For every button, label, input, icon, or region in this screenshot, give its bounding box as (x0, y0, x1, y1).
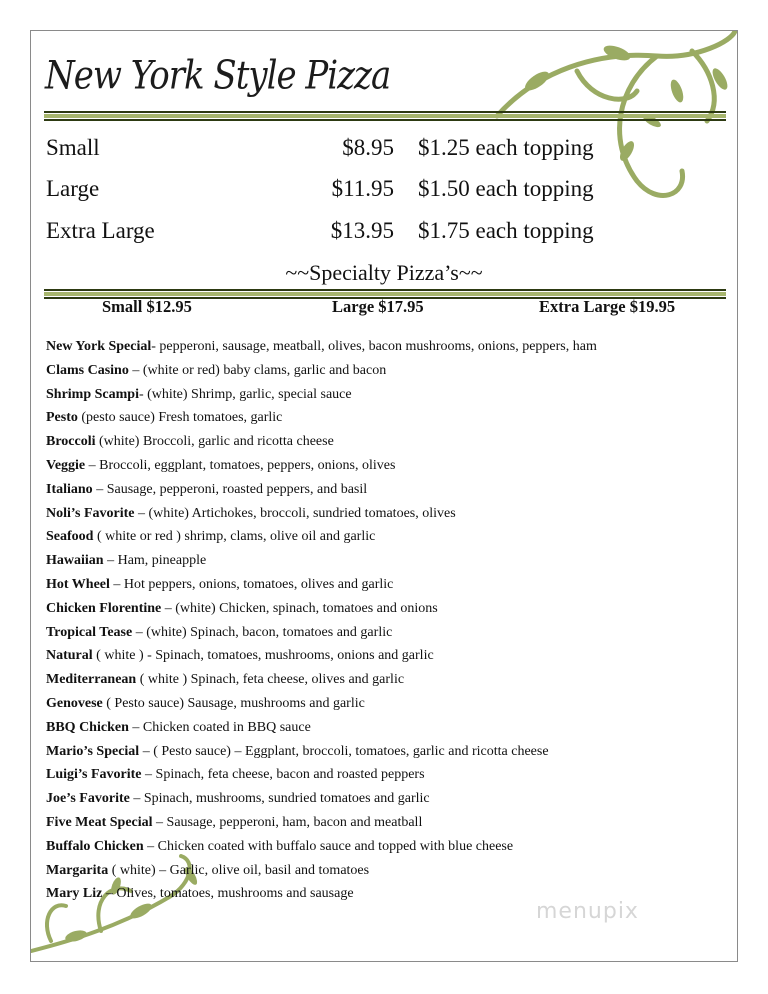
pizza-name: Shrimp Scampi (46, 386, 139, 402)
pizza-description: ( white or red ) shrimp, clams, olive oil and garlic (93, 529, 376, 545)
pizza-description: – Ham, pineapple (103, 553, 207, 569)
pizza-description: – (white or red) baby clams, garlic and bacon (128, 362, 387, 378)
pizza-name: Seafood (46, 529, 94, 545)
list-item (46, 502, 726, 526)
pizza-description: – ( Pesto sauce) – Eggplant, broccoli, tomatoes, garlic and ricotta cheese (139, 743, 549, 759)
size-price: $13.95 (330, 218, 394, 243)
pizza-description: – Hot peppers, onions, tomatoes, olives and garlic (109, 576, 394, 592)
pizza-description: – Sausage, pepperoni, ham, bacon and meatball (152, 814, 423, 830)
topping-price: $1.75 each topping (418, 218, 594, 243)
pizza-name: Tropical Tease (46, 624, 133, 640)
pizza-name: Italiano (46, 481, 93, 497)
pizza-name: Hot Wheel (46, 576, 110, 592)
pizza-description: ( Pesto sauce) Sausage, mushrooms and garlic (102, 695, 365, 711)
list-item (46, 430, 726, 454)
pizza-name: Mary Liz (46, 886, 103, 902)
pizza-name: Pesto (46, 410, 78, 426)
pizza-description: – Spinach, mushrooms, sundried tomatoes and garlic (129, 791, 430, 807)
pizza-description: – (white) Spinach, bacon, tomatoes and garlic (132, 624, 393, 640)
list-item (46, 335, 726, 359)
pizza-description: – Olives, tomatoes, mushrooms and sausage (102, 886, 354, 902)
specialty-heading: ~~Specialty Pizza’s~~ (285, 260, 483, 285)
pizza-name: Noli’s Favorite (46, 505, 135, 521)
pizza-name: Genovese (46, 695, 103, 711)
menu-page (30, 30, 738, 962)
watermark: menupix (536, 899, 639, 924)
list-item (46, 525, 726, 549)
list-item (46, 811, 726, 835)
list-item (46, 692, 726, 716)
list-item (46, 668, 726, 692)
topping-price: $1.50 each topping (418, 176, 594, 201)
size-name: Large (46, 176, 100, 201)
pizza-name: Mario’s Special (46, 743, 140, 759)
pizza-name: Chicken Florentine (46, 600, 162, 616)
list-item (46, 621, 726, 645)
list-item (46, 787, 726, 811)
pizza-description: – Chicken coated in BBQ sauce (128, 719, 311, 735)
pizza-description: ( white) – Garlic, olive oil, basil and tomatoes (108, 862, 370, 878)
pizza-name: Margarita (46, 862, 109, 878)
pizza-description: ( white ) - Spinach, tomatoes, mushrooms, onions and garlic (92, 648, 434, 664)
pizza-name: Luigi’s Favorite (46, 767, 142, 783)
pizza-name: Mediterranean (46, 672, 137, 688)
pizza-name: Veggie (46, 457, 86, 473)
divider (44, 111, 726, 121)
size-row-small (46, 135, 726, 165)
size-name: Small (46, 135, 100, 160)
pizza-description: – (white) Artichokes, broccoli, sundried tomatoes, olives (134, 505, 456, 521)
pizza-name: Clams Casino (46, 362, 129, 378)
list-item (46, 478, 726, 502)
pizza-name: Broccoli (46, 434, 96, 450)
list-item (46, 859, 726, 883)
pizza-name: Hawaiian (46, 553, 104, 569)
size-price: $8.95 (342, 135, 394, 160)
size-price: $11.95 (331, 176, 394, 201)
pizza-description: (white) Broccoli, garlic and ricotta cheese (95, 434, 334, 450)
size-name: Extra Large (46, 218, 155, 243)
pizza-description: – Sausage, pepperoni, roasted peppers, and basil (92, 481, 368, 497)
pizza-name: New York Special (46, 339, 152, 354)
pizza-name: BBQ Chicken (46, 719, 129, 735)
specialty-price-small: Small $12.95 (102, 297, 192, 316)
pizza-name: Five Meat Special (46, 814, 153, 830)
list-item (46, 359, 726, 383)
pizza-description: – Broccoli, eggplant, tomatoes, peppers, onions, olives (85, 457, 396, 473)
list-item (46, 716, 726, 740)
specialty-price-large: Large $17.95 (332, 297, 424, 316)
list-item (46, 573, 726, 597)
topping-price: $1.25 each topping (418, 135, 594, 160)
page-title: New York Style Pizza (45, 53, 391, 99)
pizza-description: – Chicken coated with buffalo sauce and topped with blue cheese (143, 838, 514, 854)
list-item (46, 763, 726, 787)
pizza-list (46, 335, 726, 906)
list-item (46, 644, 726, 668)
specialty-price-extra-large: Extra Large $19.95 (539, 297, 676, 316)
list-item (46, 835, 726, 859)
list-item (46, 383, 726, 407)
pizza-description: (pesto sauce) Fresh tomatoes, garlic (77, 410, 283, 426)
pizza-description: ( white ) Spinach, feta cheese, olives and garlic (136, 672, 405, 688)
size-row-large (46, 176, 726, 206)
pizza-description: - pepperoni, sausage, meatball, olives, bacon mushrooms, onions, peppers, ham (151, 339, 597, 354)
pizza-name: Buffalo Chicken (46, 838, 144, 854)
pizza-description: – Spinach, feta cheese, bacon and roasted peppers (141, 767, 425, 783)
list-item (46, 549, 726, 573)
pizza-description: - (white) Shrimp, garlic, special sauce (138, 386, 352, 402)
pizza-name: Natural (46, 648, 93, 664)
pizza-description: – (white) Chicken, spinach, tomatoes and onions (161, 600, 438, 616)
pizza-name: Joe’s Favorite (46, 791, 130, 807)
list-item (46, 406, 726, 430)
size-row-extra-large (46, 218, 726, 248)
list-item (46, 597, 726, 621)
list-item (46, 740, 726, 764)
list-item (46, 454, 726, 478)
